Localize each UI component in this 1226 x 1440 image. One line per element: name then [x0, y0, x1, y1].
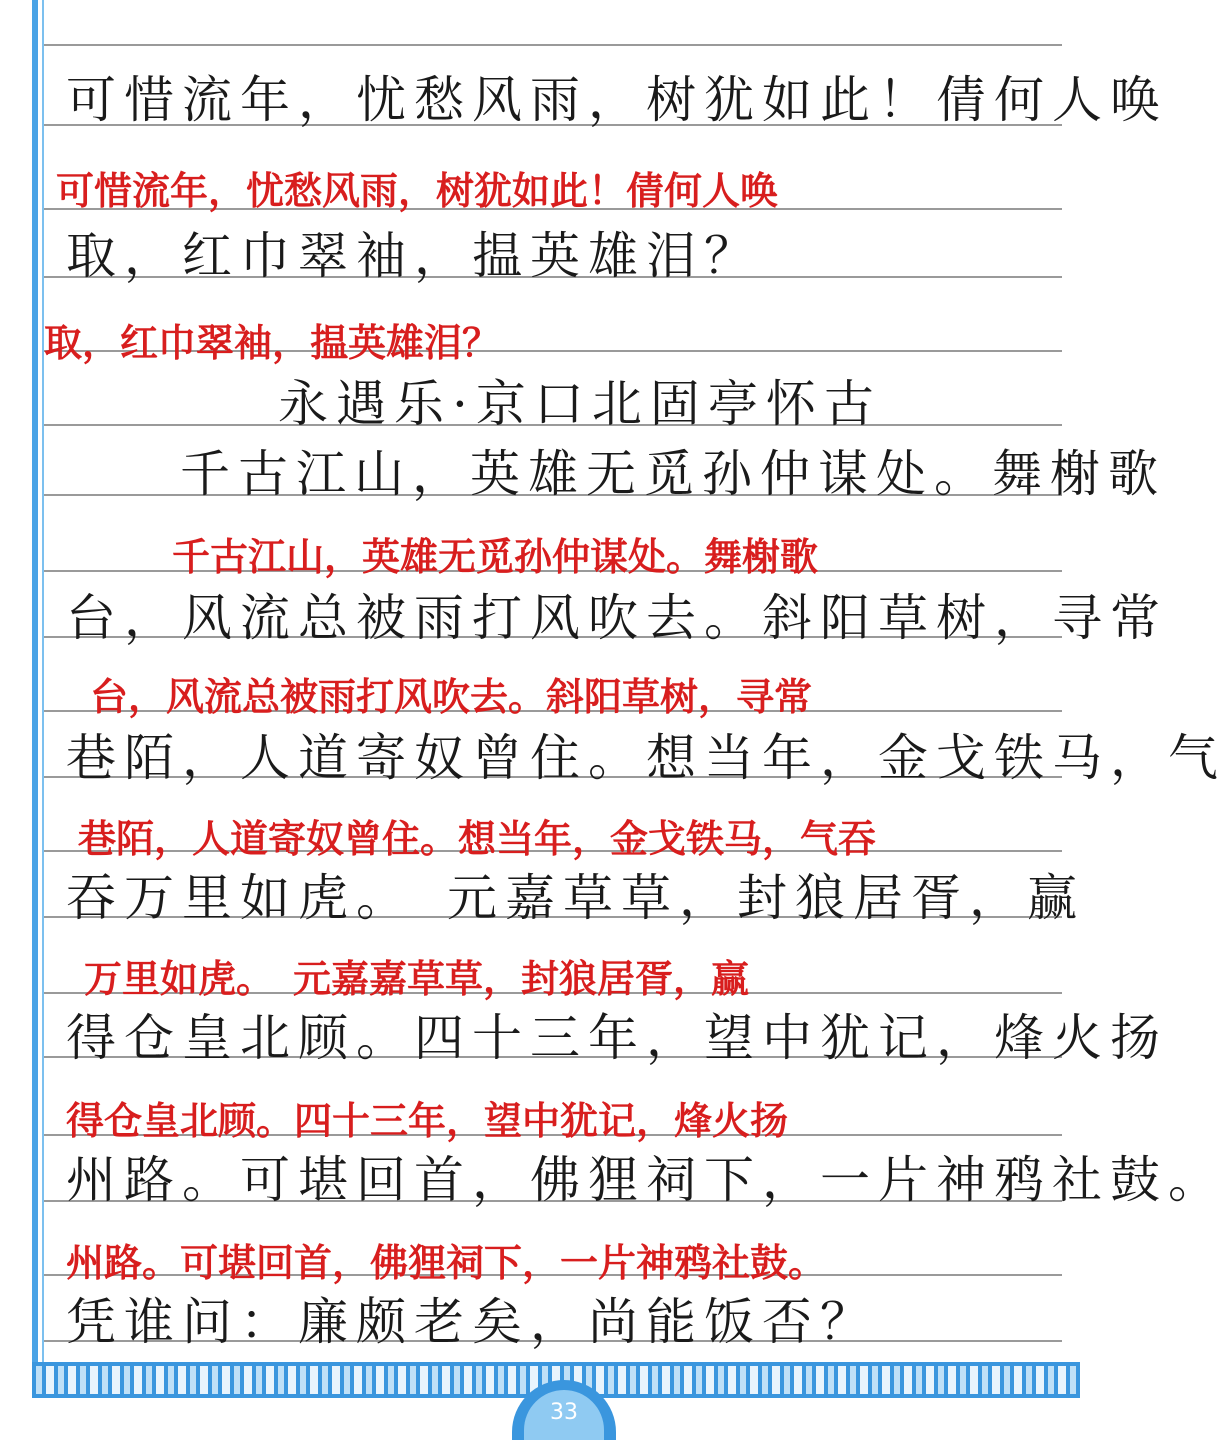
left-margin-border-thin	[42, 0, 44, 1362]
handwritten-line: 千古江山，英雄无觅孙仲谋处。舞榭歌	[172, 535, 819, 579]
handwritten-line: 万里如虎。 元嘉嘉草草，封狼居胥，赢	[84, 957, 750, 1001]
printed-line: 得仓皇北顾。四十三年，望中犹记，烽火扬	[66, 1009, 1168, 1067]
page-number: 33	[550, 1400, 578, 1425]
ruled-line	[44, 44, 1062, 46]
printed-line: 千古江山，英雄无觅孙仲谋处。舞榭歌	[180, 445, 1166, 503]
printed-line: 凭谁问：廉颇老矣，尚能饭否？	[66, 1293, 878, 1351]
printed-line: 吞万里如虎。 元嘉草草，封狼居胥，赢	[66, 869, 1085, 927]
printed-line: 台，风流总被雨打风吹去。斜阳草树，寻常	[66, 589, 1168, 647]
printed-line: 州路。可堪回首，佛狸祠下，一片神鸦社鼓。	[66, 1151, 1226, 1209]
handwritten-line: 台，风流总被雨打风吹去。斜阳草树，寻常	[90, 675, 813, 719]
handwritten-line: 可惜流年，忧愁风雨，树犹如此！倩何人唤	[56, 169, 779, 213]
handwritten-line: 州路。可堪回首，佛狸祠下，一片神鸦社鼓。	[66, 1241, 827, 1285]
printed-line: 巷陌，人道寄奴曾住。想当年，金戈铁马，气	[66, 729, 1226, 787]
handwritten-line: 得仓皇北顾。四十三年，望中犹记，烽火扬	[66, 1099, 789, 1143]
printed-line: 取，红巾翠袖，揾英雄泪？	[66, 227, 762, 285]
poem-title: 永遇乐·京口北固亭怀古	[278, 375, 882, 433]
left-margin-border	[32, 0, 38, 1362]
printed-line: 可惜流年，忧愁风雨，树犹如此！倩何人唤	[66, 71, 1168, 129]
handwritten-line: 巷陌，人道寄奴曾住。想当年，金戈铁马，气吞	[78, 817, 877, 861]
handwritten-line: 取，红巾翠袖，揾英雄泪？	[44, 321, 501, 365]
